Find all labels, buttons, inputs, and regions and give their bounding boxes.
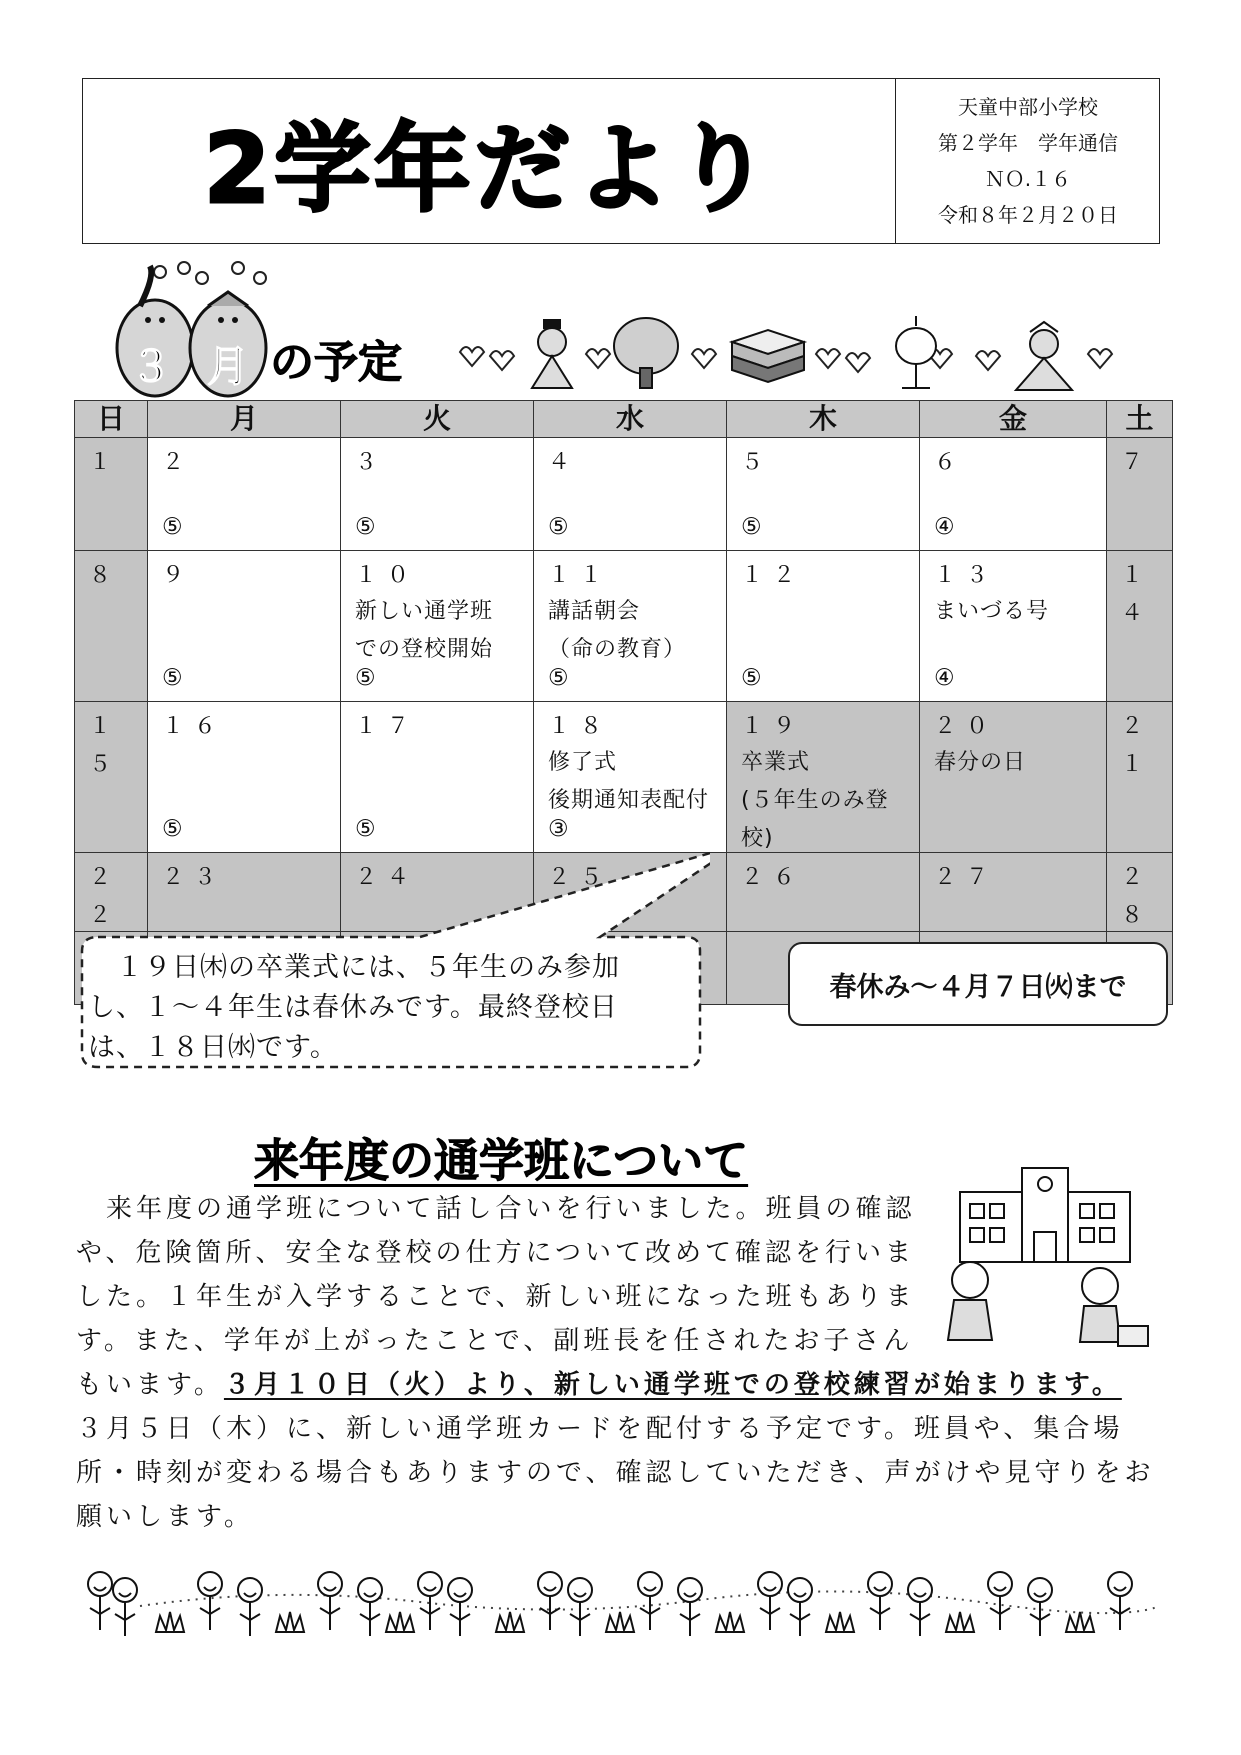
article-line: 来年度の通学班について話し合いを行いました。班員の確認 [76,1194,916,1224]
closing-line: 願いします。 [76,1502,254,1532]
day-number: ７ [1121,450,1154,475]
calendar-day-cell [75,702,148,853]
smiling-flower-icon [678,1578,702,1636]
calendar-day-cell [920,551,1107,702]
highlight-sentence: ３月１０日（火）より、新しい通学班での登校練習が始まります。 [223,1370,1122,1400]
day-number: １３ [934,563,999,588]
smiling-flower-icon [88,1572,112,1630]
day-event: 卒業式 [741,750,811,775]
weekday-header: 木 [727,401,920,438]
calendar-day-cell [1107,551,1173,702]
day-number: ２５ [548,865,613,890]
flower-border [80,1566,1170,1646]
smiling-flower-icon [868,1572,892,1630]
grass-icon [276,1612,304,1632]
day-event: 新しい通学班 [355,599,494,624]
smiling-flower-icon [238,1578,262,1636]
article-line: す。また、学年が上がったことで、副班長を任されたお子さん [76,1326,914,1356]
grass-icon [156,1612,184,1632]
header-info [895,79,1160,243]
lantern-icon [896,316,936,388]
smiling-flower-icon [788,1578,812,1636]
day-number: ２４ [355,865,420,890]
day-event: 修了式 [548,750,618,775]
day-number: １１ [548,563,613,588]
calendar-day-cell [727,551,920,702]
class-period-mark: ⑤ [355,816,378,842]
day-number: ２７ [934,865,999,890]
weekday-header: 水 [534,401,727,438]
class-period-mark: ⑤ [355,665,378,691]
school-name: 天童中部小学校 [958,95,1098,119]
hishimochi-icon [732,330,804,382]
weekday-header: 日 [75,401,148,438]
weekday-header-row [75,401,1173,438]
calendar-day-cell [920,438,1107,551]
calendar-day-cell [534,438,727,551]
calendar-week-row [75,551,1173,702]
cherry-tree-icon [614,318,678,388]
issue-date: 令和８年２月２０日 [938,203,1118,227]
calendar-day-cell [75,438,148,551]
closing-line: 所・時刻が変わる場合もありますので、確認していただき、声がけや見守りをお [76,1458,1155,1488]
smiling-flower-icon [988,1572,1012,1630]
newsletter-title: 2学年だより [203,112,775,225]
day-number: １７ [355,714,420,739]
smiling-flower-icon [638,1572,662,1630]
day-event: まいづる号 [934,599,1050,624]
calendar-day-cell [1107,702,1173,853]
grass-icon [496,1612,524,1632]
day-number: １０ [355,563,420,588]
calendar-day-cell [75,551,148,702]
class-period-mark: ⑤ [548,665,571,691]
spring-break-box: 春休み～４月７日㈫まで [788,942,1168,1026]
calendar-week-row [75,438,1173,551]
calendar-day-cell [534,702,727,853]
article-body [76,1187,1176,1539]
empress-doll-icon [1016,322,1072,390]
smiling-flower-icon [418,1572,442,1630]
grade-line: 第２学年 学年通信 [938,131,1118,155]
calendar-day-cell [148,702,341,853]
article-line: や、危険箇所、安全な登校の仕方について改めて確認を行いま [76,1238,915,1268]
weekday-header: 火 [341,401,534,438]
calendar-day-cell [148,551,341,702]
class-period-mark: ⑤ [741,514,764,540]
calendar-week-row [75,702,1173,853]
grass-icon [946,1612,974,1632]
day-number: ４ [548,450,581,475]
class-period-mark: ⑤ [548,514,571,540]
calendar-day-cell [920,702,1107,853]
day-number: ９ [162,563,195,588]
newsletter-header [82,78,1160,244]
day-number: ２０ [934,714,999,739]
day-event: での登校開始 [355,637,494,662]
smiling-flower-icon [568,1578,592,1636]
smiling-flower-icon [538,1572,562,1630]
day-number: １８ [548,714,613,739]
schedule-heading: の予定 [270,337,402,388]
bubble-line: １９日㈭の卒業式には、５年生のみ参加 [88,952,620,983]
grass-icon [716,1612,744,1632]
class-period-mark: ⑤ [162,816,185,842]
day-event: 校) [741,826,774,851]
calendar-day-cell [920,853,1107,932]
calendar-day-cell [341,702,534,853]
day-number: ２６ [741,865,806,890]
bubble-line: し、１～４年生は春休みです。最終登校日 [88,992,618,1023]
class-period-mark: ⑤ [162,665,185,691]
grass-icon [386,1612,414,1632]
calendar-day-cell [1107,853,1173,932]
day-event: 講話朝会 [548,599,641,624]
hina-decoration-row [456,312,1136,394]
day-number: ６ [934,450,967,475]
smiling-flower-icon [198,1572,222,1630]
grass-icon [606,1612,634,1632]
article-line-prefix: もいます。 [76,1370,224,1400]
calendar-day-cell [727,853,920,932]
smiling-flower-icon [358,1578,382,1636]
class-period-mark: ④ [934,665,957,691]
day-number: ２２ [89,865,122,928]
heading-month-kanji: 月 [207,342,250,391]
smiling-flower-icon [1028,1578,1052,1636]
article-line-highlight [76,1363,1176,1407]
calendar-day-cell [727,438,920,551]
heading-month-number: ３ [130,342,173,391]
closing-line: ３月５日（木）に、新しい通学班カードを配付する予定です。班員や、集合場 [76,1414,1124,1444]
day-number: ８ [89,563,122,588]
class-period-mark: ⑤ [741,665,764,691]
calendar-day-cell [341,551,534,702]
day-event: （命の教育） [548,637,687,662]
day-number: １ [89,450,122,475]
day-event: (５年生のみ登 [741,788,889,813]
class-period-mark: ⑤ [162,514,185,540]
day-number: ２８ [1121,865,1154,928]
calendar-day-cell [534,551,727,702]
calendar-day-cell [727,702,920,853]
day-number: ２ [162,450,195,475]
class-period-mark: ④ [934,514,957,540]
day-number: １２ [741,563,806,588]
smiling-flower-icon [113,1578,137,1636]
bubble-text [88,948,678,1068]
weekday-header: 金 [920,401,1107,438]
grass-icon [826,1612,854,1632]
smiling-flower-icon [318,1572,342,1630]
smiling-flower-icon [758,1572,782,1630]
issue-number: ＮＯ.１６ [984,167,1072,191]
weekday-header: 土 [1107,401,1173,438]
day-event: 後期通知表配付 [548,788,710,813]
calendar-day-cell [1107,438,1173,551]
smiling-flower-icon [908,1578,932,1636]
day-number: ２１ [1121,714,1154,777]
article-line: した。１年生が入学することで、新しい班になった班もありま [76,1282,916,1312]
day-number: １４ [1121,563,1154,626]
grass-icon [1066,1612,1094,1632]
bubble-line: は、１８日㈬です。 [88,1032,338,1063]
day-number: １６ [162,714,227,739]
article-heading: 来年度の通学班について [254,1134,749,1187]
smiling-flower-icon [1108,1572,1132,1630]
day-number: １５ [89,714,122,777]
class-period-mark: ③ [548,816,571,842]
day-number: ２３ [162,865,227,890]
calendar-day-cell [341,438,534,551]
day-number: ３ [355,450,388,475]
weekday-header: 月 [148,401,341,438]
doll-icon [532,320,572,388]
day-number: １９ [741,714,806,739]
class-period-mark: ⑤ [355,514,378,540]
day-number: ５ [741,450,774,475]
calendar-day-cell [148,438,341,551]
day-event: 春分の日 [934,750,1027,775]
